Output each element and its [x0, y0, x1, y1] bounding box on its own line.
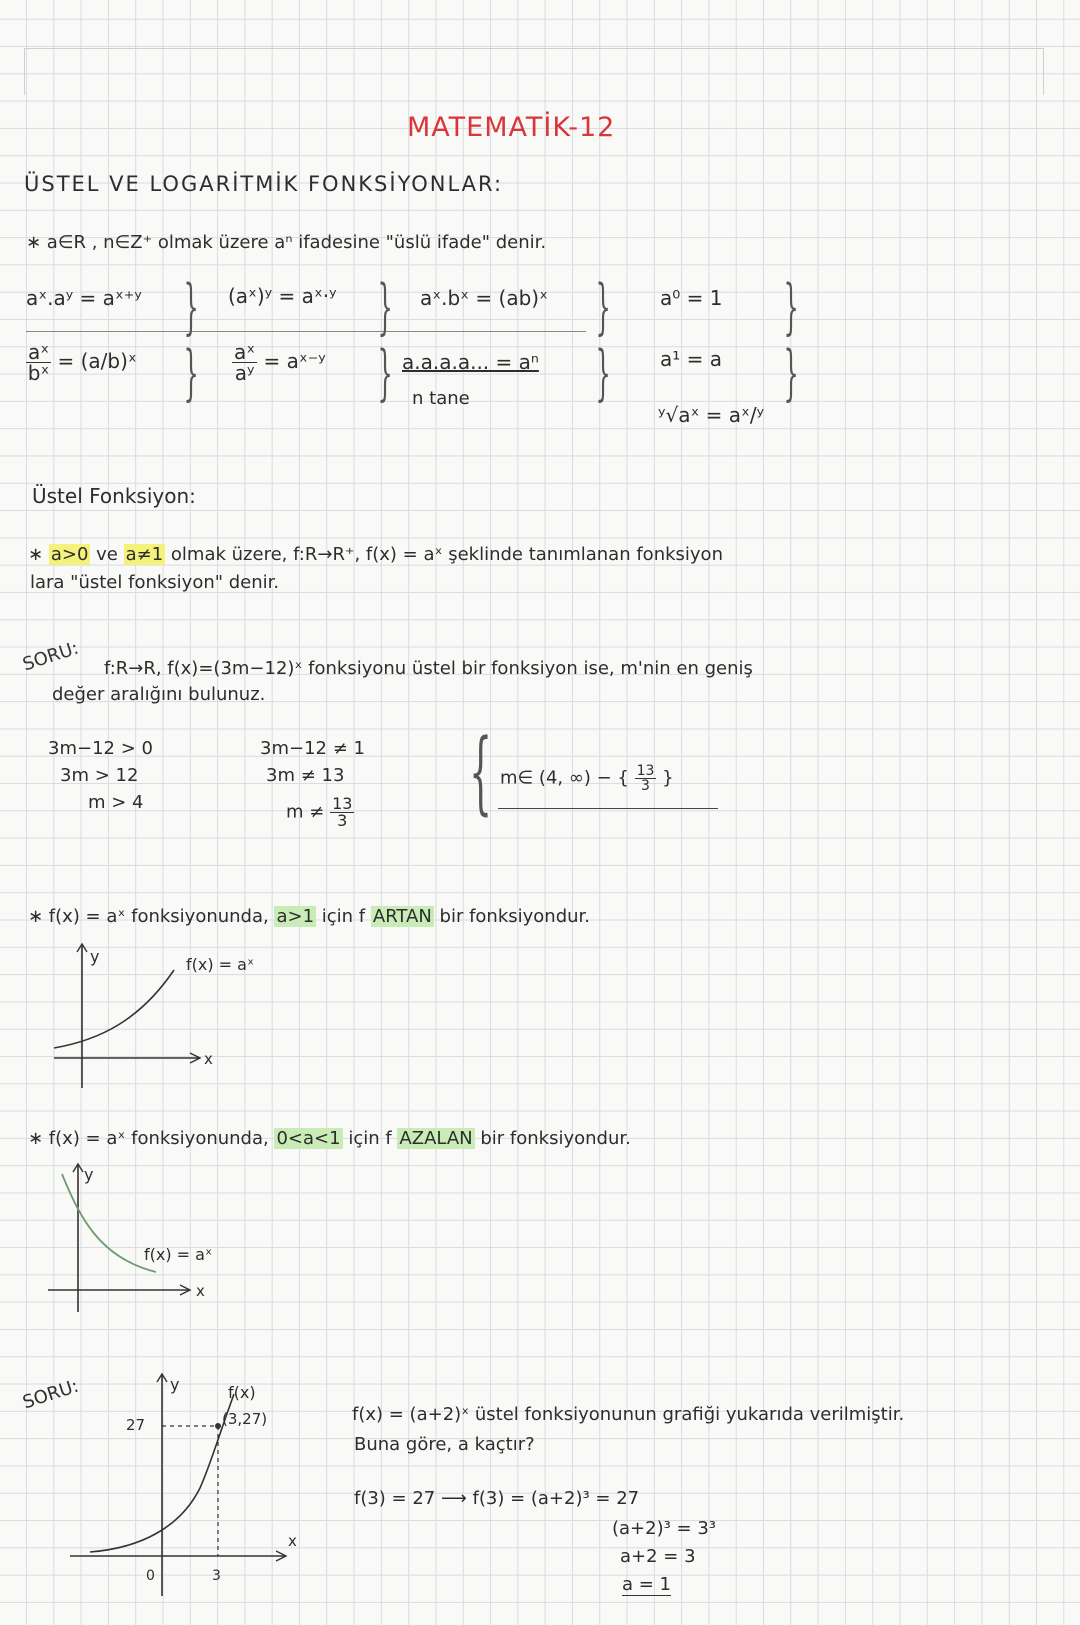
q2-point-label: (3,27)	[222, 1410, 268, 1428]
question-2-line2: Buna göre, a kaçtır?	[354, 1434, 535, 1455]
increasing-statement: ∗ f(x) = aˣ fonksiyonunda, a>1 için f ARTAN bir fonksiyondur.	[28, 906, 591, 927]
rule-separator-3: }	[377, 272, 393, 342]
exponential-definition-line2: lara "üstel fonksiyon" denir.	[30, 572, 280, 593]
q2-curve-label: f(x)	[228, 1383, 256, 1402]
question-1-line2: değer aralığını bulunuz.	[52, 684, 266, 705]
q2-x-label: x	[288, 1532, 297, 1550]
rule-root: ʸ√aˣ = aˣ/ʸ	[658, 403, 765, 427]
question-1-line1: f:R→R, f(x)=(3m−12)ˣ fonksiyonu üstel bir fonksiyon ise, m'nin en geniş	[104, 658, 753, 679]
q1-combine-brace: {	[469, 720, 493, 825]
question-2-graph	[50, 1368, 310, 1600]
rule-separator-6: }	[595, 338, 611, 408]
rule-same-exponent: aˣ.bˣ = (ab)ˣ	[420, 286, 548, 310]
q1-answer: m∈ (4, ∞) − { $\frac{13}{3}$ }	[500, 763, 674, 794]
question-2-line1: f(x) = (a+2)ˣ üstel fonksiyonunun grafiği yukarıda verilmiştir.	[352, 1404, 905, 1425]
q1-step-col1-b: 3m > 12	[60, 765, 139, 786]
condition-a-positive: a>0	[50, 544, 89, 565]
rules-divider	[26, 331, 586, 332]
q2-x-tick-0: 0	[146, 1568, 155, 1584]
decreasing-graph	[40, 1158, 260, 1318]
rule-separator-1: }	[183, 272, 199, 342]
exponential-function-heading: Üstel Fonksiyon:	[32, 484, 196, 508]
exponent-definition: ∗ a∈R , n∈Z⁺ olmak üzere aⁿ ifadesine "üslü ifade" denir.	[26, 232, 547, 253]
q1-step-col1-a: 3m−12 > 0	[48, 738, 153, 759]
decreasing-curve-label: f(x) = aˣ	[144, 1245, 213, 1264]
question-2-label: SORU:	[20, 1375, 82, 1414]
condition-a-not-one: a≠1	[125, 544, 164, 565]
condition-a-greater-one: a>1	[276, 906, 315, 927]
decreasing-y-label: y	[84, 1165, 94, 1184]
page-title: MATEMATİK-12	[407, 112, 616, 143]
section-title: ÜSTEL VE LOGARİTMİK FONKSİYONLAR:	[24, 172, 504, 196]
q2-y-label: y	[170, 1375, 180, 1394]
rule-separator-8: }	[783, 338, 799, 408]
q2-y-tick-27: 27	[126, 1416, 146, 1434]
rule-separator-2: }	[183, 338, 199, 408]
question-1-label: SORU:	[20, 637, 82, 676]
q1-step-col2-b: 3m ≠ 13	[266, 765, 345, 786]
rule-power-of-power: (aˣ)ʸ = aˣ·ʸ	[228, 284, 337, 308]
decreasing-curve	[62, 1174, 156, 1272]
q2-step-4: a = 1	[622, 1574, 672, 1595]
increasing-curve-label: f(x) = aˣ	[186, 955, 255, 974]
rule-separator-4: }	[377, 338, 393, 408]
rule-product: aˣ.aʸ = aˣ⁺ʸ	[26, 286, 142, 310]
rule-repeated-product: a.a.a.a... = aⁿ	[402, 350, 539, 374]
increasing-x-label: x	[204, 1050, 213, 1068]
condition-a-between-zero-one: 0<a<1	[276, 1128, 341, 1149]
rule-zero-exponent: a⁰ = 1	[660, 286, 723, 310]
decreasing-word: AZALAN	[399, 1128, 473, 1149]
rule-separator-7: }	[783, 272, 799, 342]
increasing-graph	[40, 940, 255, 1090]
rule-n-times: n tane	[412, 388, 470, 409]
increasing-word: ARTAN	[372, 906, 432, 927]
q2-step-2: (a+2)³ = 3³	[612, 1518, 717, 1539]
increasing-curve	[54, 970, 174, 1048]
decreasing-statement: ∗ f(x) = aˣ fonksiyonunda, 0<a<1 için f AZALAN bir fonksiyondur.	[28, 1128, 631, 1149]
increasing-y-label: y	[90, 947, 100, 966]
q2-x-tick-3: 3	[212, 1568, 221, 1584]
q2-step-3: a+2 = 3	[620, 1546, 696, 1567]
q1-step-col1-c: m > 4	[88, 792, 144, 813]
q2-step-1: f(3) = 27 ⟶ f(3) = (a+2)³ = 27	[354, 1488, 640, 1509]
exponential-definition-line1: ∗ a>0 ve a≠1 olmak üzere, f:R→R⁺, f(x) = aˣ şeklinde tanımlanan fonksiyon	[28, 544, 723, 565]
q2-point	[215, 1423, 221, 1429]
q1-answer-underline	[498, 808, 718, 809]
rule-quotient-same-base: $\frac{\text{aˣ}}{\text{aʸ}}$ = aˣ⁻ʸ	[234, 340, 326, 385]
decreasing-x-label: x	[196, 1282, 205, 1300]
rule-quotient-same-exponent: $\frac{\text{aˣ}}{\text{bˣ}}$ = (a/b)ˣ	[27, 340, 137, 385]
rule-separator-5: }	[595, 272, 611, 342]
q1-step-col2-a: 3m−12 ≠ 1	[260, 738, 365, 759]
header-box	[24, 48, 1044, 95]
q1-step-col2-c: m ≠ $\frac{13}{3}$	[286, 794, 353, 830]
rule-first-power: a¹ = a	[660, 347, 723, 371]
